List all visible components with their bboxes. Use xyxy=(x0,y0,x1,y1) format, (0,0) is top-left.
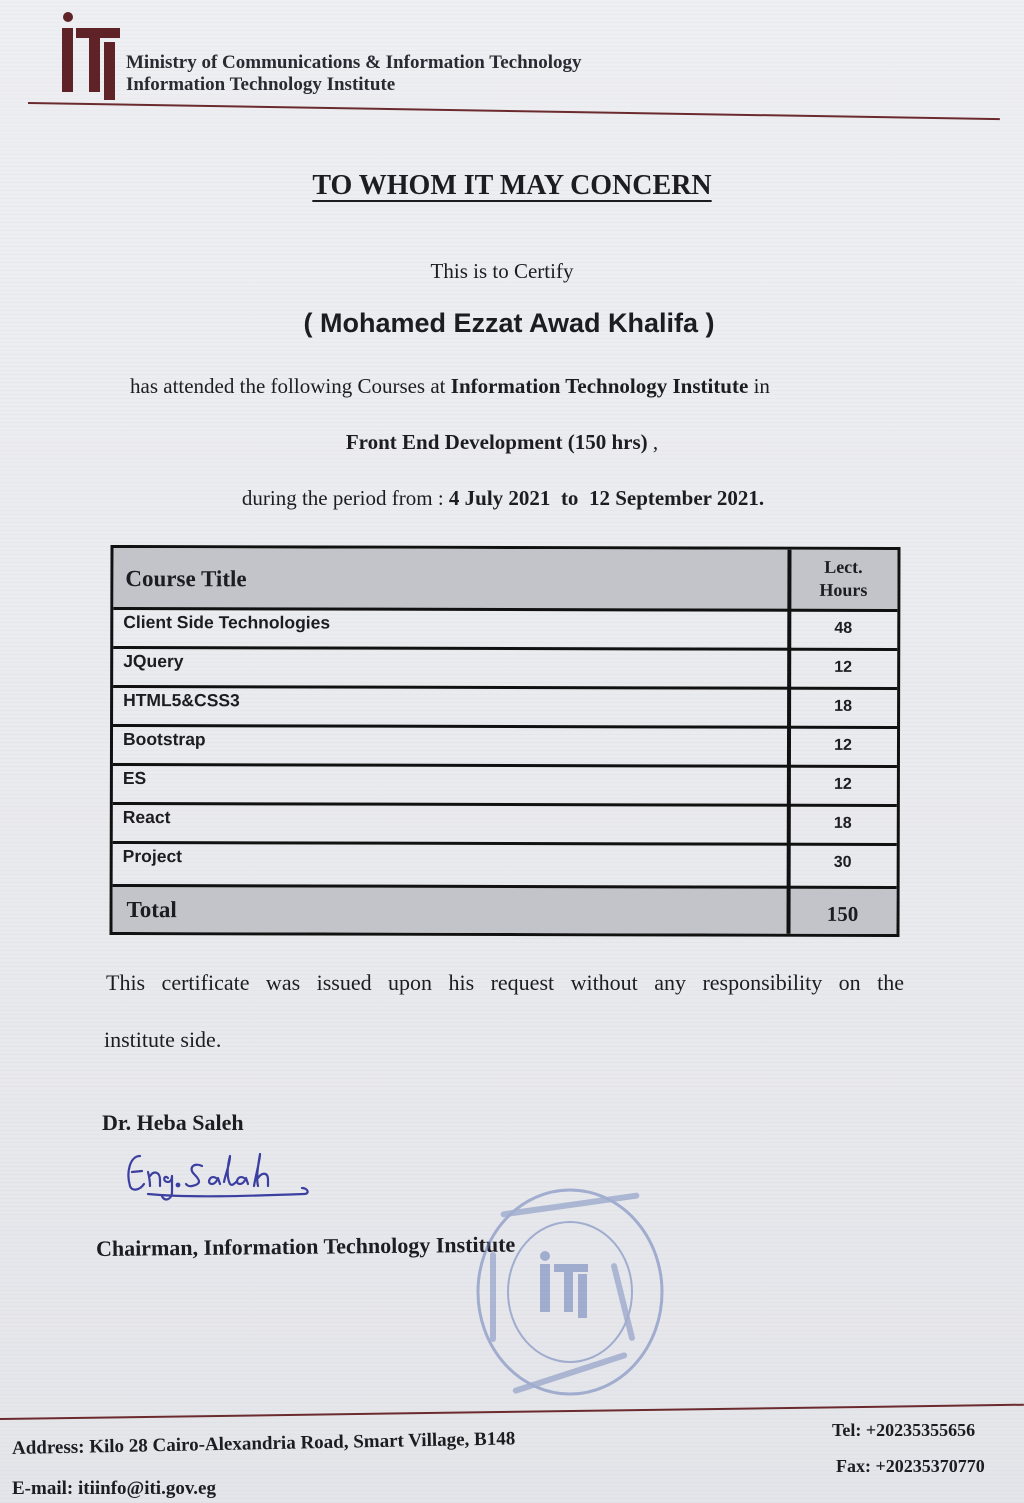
table-row xyxy=(113,844,897,885)
program-line xyxy=(0,430,1004,455)
footer-fax: Fax: +20235370770 xyxy=(836,1456,985,1476)
course-title: Project xyxy=(122,845,183,867)
course-hours: 18 xyxy=(834,697,853,715)
program-name: Front End Development (150 hrs) xyxy=(345,430,648,454)
column-header-hours-line1: Lect. xyxy=(824,556,863,577)
course-title: HTML5&CSS3 xyxy=(123,690,240,711)
institute-name: Information Technology Institute xyxy=(126,74,396,95)
period-to: to xyxy=(560,486,579,510)
period-line xyxy=(0,486,1006,511)
course-title: ES xyxy=(122,767,147,789)
course-hours: 12 xyxy=(834,736,852,754)
column-header-hours-line2: Hours xyxy=(819,579,868,600)
certify-line: This is to Certify xyxy=(430,259,574,283)
table-row xyxy=(113,805,897,846)
column-header-hours xyxy=(791,556,895,602)
recipient-name: ( Mohamed Ezzat Awad Khalifa ) xyxy=(303,308,715,338)
course-title: React xyxy=(122,806,171,828)
table-row xyxy=(113,649,897,690)
table-row xyxy=(113,610,897,651)
period-prefix: during the period from : xyxy=(241,486,449,510)
course-table xyxy=(109,545,900,937)
issued-statement-line2: institute side. xyxy=(104,1027,222,1052)
issued-statement-line1: This certificate was issued upon his request without any responsibility on the xyxy=(106,970,904,995)
attended-prefix: has attended the following Courses at xyxy=(130,374,451,398)
handwritten-signature xyxy=(118,1142,318,1208)
course-hours: 30 xyxy=(833,853,852,871)
table-row xyxy=(113,766,897,807)
footer-divider xyxy=(0,1404,1024,1420)
course-title: Bootstrap xyxy=(122,728,206,750)
letter-heading xyxy=(0,170,1024,202)
period-start: 4 July 2021 xyxy=(448,486,551,510)
ministry-name: Ministry of Communications & Information Technology xyxy=(126,52,582,73)
table-row xyxy=(113,688,897,729)
signer-name: Dr. Heba Saleh xyxy=(102,1110,244,1135)
course-hours: 48 xyxy=(834,619,853,637)
course-hours: 18 xyxy=(833,814,852,832)
program-suffix: , xyxy=(647,430,659,454)
course-hours: 12 xyxy=(833,775,852,793)
iti-logo-icon xyxy=(56,8,122,104)
footer-address: Address: Kilo 28 Cairo-Alexandria Road, Smart Village, B148 xyxy=(11,1428,516,1459)
institute-seal xyxy=(470,1182,670,1400)
course-hours: 12 xyxy=(834,658,853,676)
table-header xyxy=(113,548,897,612)
period-end: 12 September 2021. xyxy=(588,486,765,510)
chairman-title: Chairman, Information Technology Institute xyxy=(95,1231,516,1261)
footer-email: E-mail: itiinfo@iti.gov.eg xyxy=(12,1478,216,1499)
table-total-row xyxy=(112,884,896,934)
attended-institute: Information Technology Institute xyxy=(450,374,749,398)
total-value: 150 xyxy=(826,901,859,926)
total-label: Total xyxy=(126,897,177,923)
attended-line xyxy=(130,374,770,399)
table-row xyxy=(113,727,897,768)
attended-suffix: in xyxy=(748,374,770,398)
column-header-title: Course Title xyxy=(125,566,247,592)
header-divider xyxy=(28,102,1000,120)
letter-heading-text: TO WHOM IT MAY CONCERN xyxy=(312,170,712,201)
course-title: Client Side Technologies xyxy=(123,612,331,633)
footer-tel: Tel: +20235355656 xyxy=(832,1420,976,1440)
course-title: JQuery xyxy=(123,651,184,672)
